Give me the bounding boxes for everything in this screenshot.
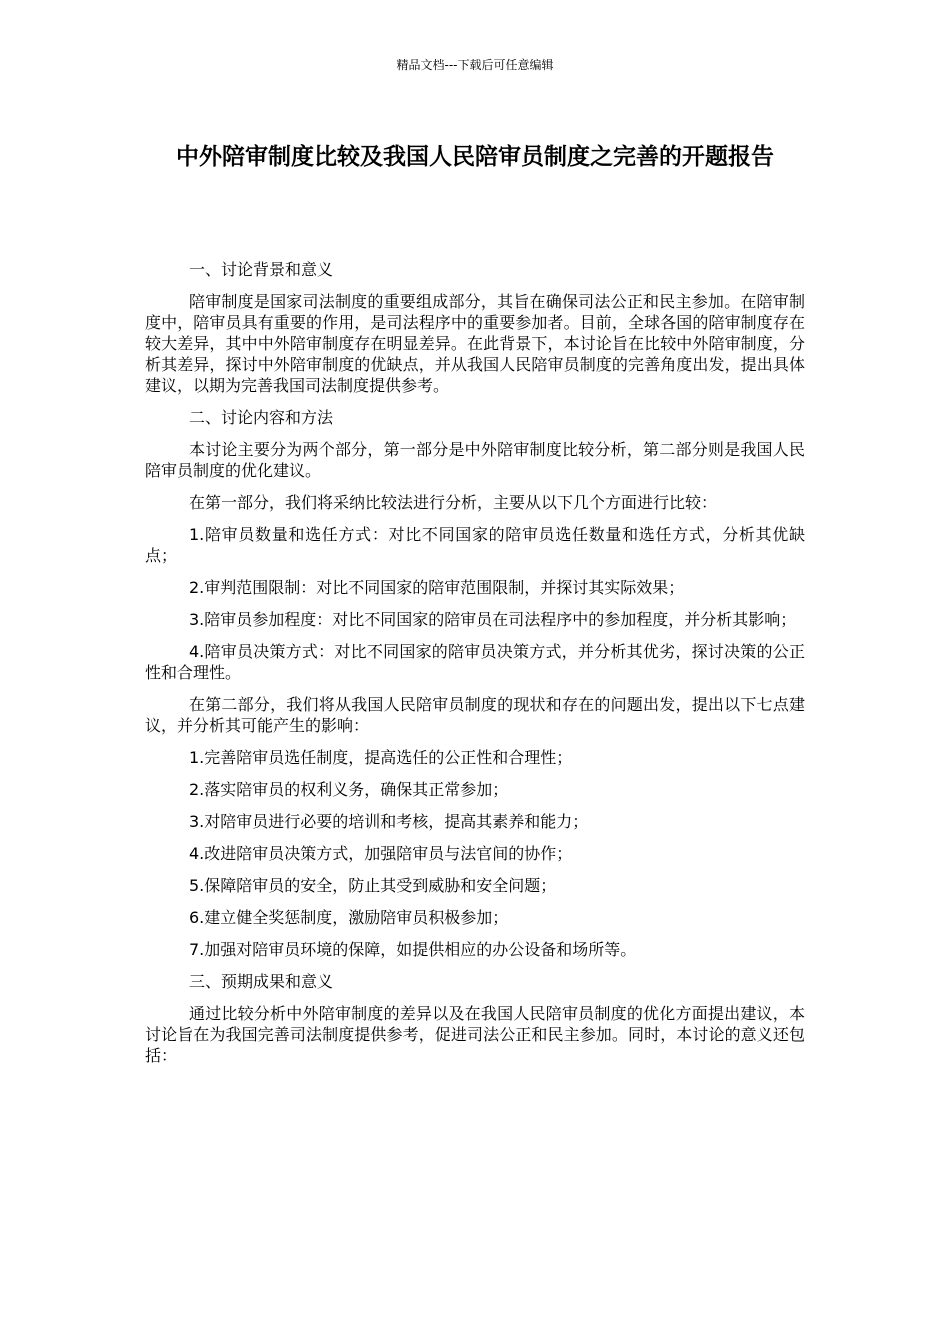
paragraph-part-two-intro: 在第二部分，我们将从我国人民陪审员制度的现状和存在的问题出发，提出以下七点建议，并分析其可能产生的影响： [145,695,805,735]
comparison-item: 1.陪审员数量和选任方式：对比不同国家的陪审员选任数量和选任方式，分析其优缺点； [145,525,805,565]
paragraph-part-one-intro: 在第一部分，我们将采纳比较法进行分析，主要从以下几个方面进行比较： [189,493,718,512]
document-title: 中外陪审制度比较及我国人民陪审员制度之完善的开题报告 [176,144,774,170]
comparison-item: 3.陪审员参加程度：对比不同国家的陪审员在司法程序中的参加程度，并分析其影响； [189,610,797,629]
page-header: 精品文档---下载后可任意编辑 [396,58,554,72]
comparison-item: 4.陪审员决策方式：对比不同国家的陪审员决策方式，并分析其优劣，探讨决策的公正性和合理性。 [145,642,805,682]
paragraph-content-overview: 本讨论主要分为两个部分，第一部分是中外陪审制度比较分析，第二部分则是我国人民陪审员制度的优化建议。 [145,440,805,480]
suggestion-item: 7.加强对陪审员环境的保障，如提供相应的办公设备和场所等。 [189,940,637,959]
section-heading-expected-results: 三、预期成果和意义 [189,972,334,991]
section-heading-content-methods: 二、讨论内容和方法 [189,408,334,427]
suggestion-item: 4.改进陪审员决策方式，加强陪审员与法官间的协作； [189,844,573,863]
suggestion-item: 6.建立健全奖惩制度，激励陪审员积极参加； [189,908,509,927]
suggestion-item: 3.对陪审员进行必要的培训和考核，提高其素养和能力； [189,812,589,831]
document-body [145,259,805,1077]
paragraph-background: 陪审制度是国家司法制度的重要组成部分，其旨在确保司法公正和民主参加。在陪审制度中，陪审员具有重要的作用，是司法程序中的重要参加者。目前，全球各国的陪审制度存在较大差异，其中中外陪审制度存在明显差异。在此背景下，本讨论旨在比较中外陪审制度，分析其差异，探讨中外陪审制度的优缺点，并从我国人民陪审员制度的完善角度出发，提出具体建议，以期为完善我国司法制度提供参考。 [145,292,805,395]
suggestion-item: 1.完善陪审员选任制度，提高选任的公正性和合理性； [189,748,573,767]
suggestion-item: 2.落实陪审员的权利义务，确保其正常参加； [189,780,509,799]
section-heading-background: 一、讨论背景和意义 [189,260,334,279]
paragraph-expected-results: 通过比较分析中外陪审制度的差异以及在我国人民陪审员制度的优化方面提出建议，本讨论旨在为我国完善司法制度提供参考，促进司法公正和民主参加。同时，本讨论的意义还包括： [145,1004,805,1065]
suggestion-item: 5.保障陪审员的安全，防止其受到威胁和安全问题； [189,876,557,895]
comparison-item: 2.审判范围限制：对比不同国家的陪审范围限制，并探讨其实际效果； [189,578,685,597]
